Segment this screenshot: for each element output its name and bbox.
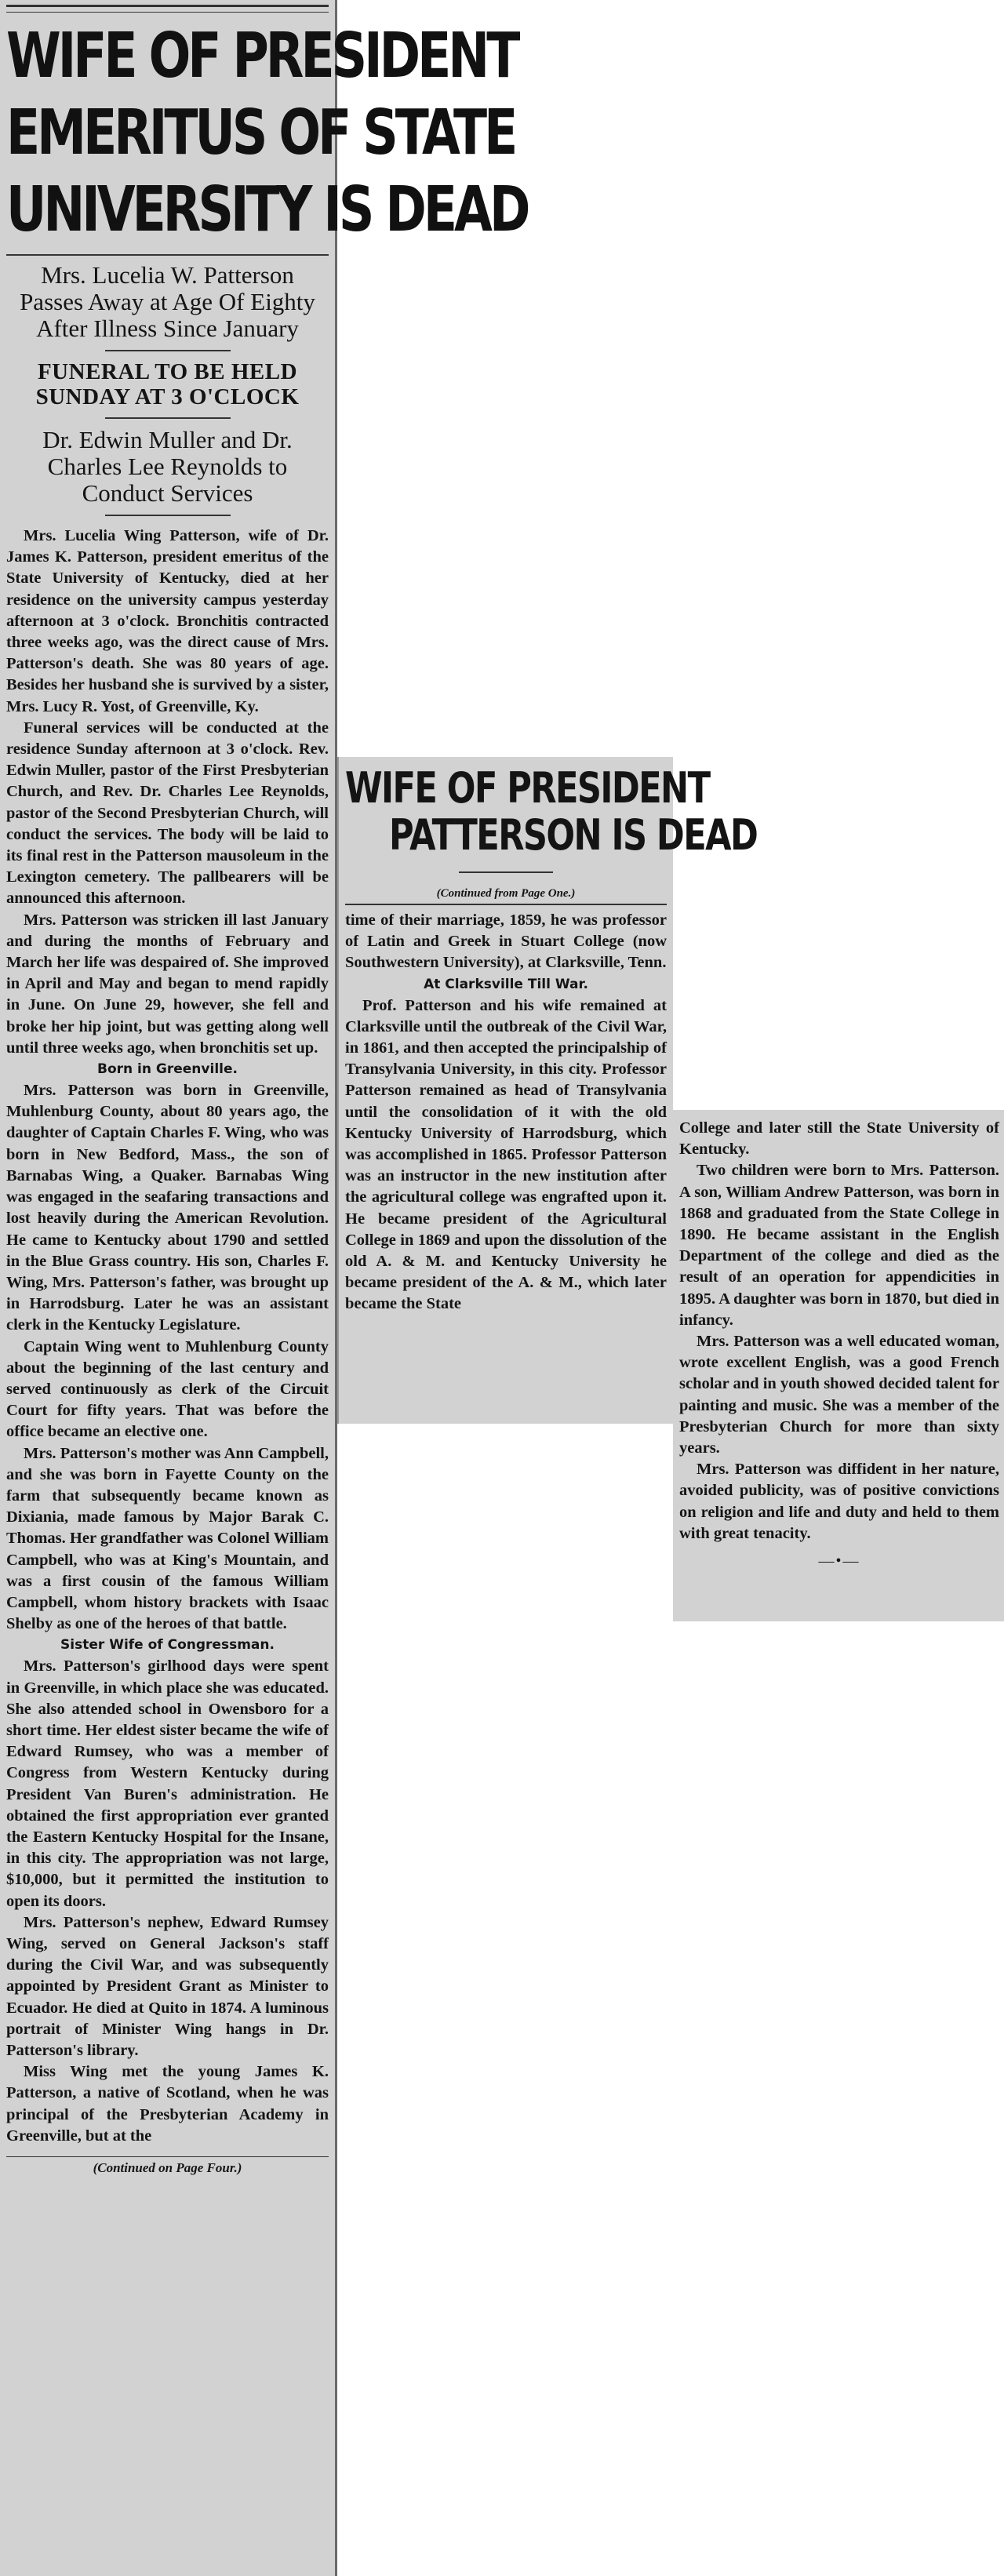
deck-subtitle: Mrs. Lucelia W. Patterson Passes Away at Age Of Eighty After Illness Since January [20,261,315,342]
paragraph: Prof. Patterson and his wife remained at Clarksville until the outbreak of the Civil War, in 1861, and then accepted the principalship of Transylvania University, in this city. Professor Patterson remained as head of Transylvania until the consolidation of it with the old Kentucky University of Harrodsburg, which was accomplished in 1865. Professor Patterson was an instructor in the new institution after the agricultural college was engrafted upon it. He became president of the Agricultural College in 1869 and upon the dissolution of the old A. & M. and Kentucky University he became president of the A. & M., which later became the State [345,996,667,1313]
paragraph: Mrs. Patterson was stricken ill last January and during the months of February and March her life was despaired of. She improved in April and May and began to mend rapidly in June. On June 29, however, she fell and broke her hip joint, but was getting along well until three weeks ago, when bronchitis set up. [6,911,329,1057]
paragraph: Mrs. Patterson was a well educated woman, wrote excellent English, was a good French scholar and in youth showed decided talent for painting and music. She was a member of the Presbyterian Church for more than sixty years. [679,1333,999,1457]
headline-line: WIFE OF PRESIDENT [6,20,518,92]
continued-note: (Continued on Page Four.) [6,2156,329,2176]
divider [105,515,231,516]
divider [105,417,231,419]
end-ornament: —•— [818,1552,860,1570]
main-headline [6,17,528,248]
headline-line: UNIVERSITY IS DEAD [6,173,528,246]
continued-from-note: (Continued from Page One.) [436,887,576,900]
paragraph: Captain Wing went to Muhlenburg County about the beginning of the last century and served continuously as clerk of the Circuit Court for fifty years. That was before the office became an elective one. [6,1337,329,1441]
continued-headline-line: WIFE OF PRESIDENT [345,763,710,813]
headline-line: EMERITUS OF STATE [6,96,515,169]
paragraph: Mrs. Lucelia Wing Patterson, wife of Dr. James K. Patterson, president emeritus of the State University of Kentucky, died at her residence on the university campus yesterday afternoon at 3 o'clock. Bronchitis contracted three weeks ago, was the direct cause of Mrs. Patterson's death. She was 80 years of age. Besides her husband she is survived by a sister, Mrs. Lucy R. Yost, of Greenville, Ky. [6,527,329,715]
divider [6,254,329,256]
paragraph: College and later still the State University of Kentucky. [679,1119,999,1159]
continued-headline-line: PATTERSON IS DEAD [389,810,758,860]
article-column-continued [337,757,758,1424]
top-rule [6,5,329,13]
paragraph: Mrs. Patterson's nephew, Edward Rumsey Wing, served on General Jackson's staff during the Civil War, and was subsequently appointed by President Grant as Minister to Ecuador. He died at Quito in 1874. A luminous portrait of Minister Wing hangs in Dr. Patterson's library. [6,1913,329,2060]
divider [345,904,667,905]
paragraph: Mrs. Patterson's mother was Ann Campbell, and she was born in Fayette County on the farm that subsequently became known as Dixiania, made famous by Major Barak C. Thomas. Her grandfather was Colonel William Campbell, who was at King's Mountain, and was a first cousin of the famous William Campbell, whom history brackets with Isaac Shelby as one of the heroes of that battle. [6,1444,329,1633]
paragraph: time of their marriage, 1859, he was professor of Latin and Greek in Stuart College (now Southwestern University), at Clarksville, Tenn. [345,911,667,972]
divider [459,871,553,873]
deck-funeral: FUNERAL TO BE HELD SUNDAY AT 3 O'CLOCK [35,359,300,409]
divider [105,350,231,351]
subheading: Born in Greenville. [97,1061,238,1078]
paragraph: Two children were born to Mrs. Patterson. A son, William Andrew Patterson, was born in 1868 and graduated from the State College in 1890. He became assistant in the English Department of the college and died as the result of an operation for appendicities in 1895. A daughter was born in 1870, but died in infancy. [679,1162,999,1329]
subheading: At Clarksville Till War. [424,976,588,992]
paragraph: Mrs. Patterson was born in Greenville, Muhlenburg County, about 80 years ago, the daughter of Captain Charles F. Wing, who was born in New Bedford, Mass., the son of Barnabas Wing, a Quaker. Barnabas Wing was engaged in the seafaring transactions and lost heavily during the American Revolution. He came to Kentucky about 1790 and settled in the Blue Grass country. His son, Charles F. Wing, Mrs. Patterson's father, was brought up in Harrodsburg. Later he was an assistant clerk in the Kentucky Legislature. [6,1082,329,1334]
subheading: Sister Wife of Congressman. [60,1637,275,1654]
paragraph: Miss Wing met the young James K. Patterson, a native of Scotland, when he was principal of the Presbyterian Academy in Greenville, but at the [6,2063,329,2145]
article-column-end [673,1110,1004,1621]
paragraph: Funeral services will be conducted at the residence Sunday afternoon at 3 o'clock. Rev. Edwin Muller, pastor of the First Presbyterian Church, and Rev. Dr. Charles Lee Reynolds, pastor of the Second Presbyterian Church, will conduct the services. The body will be laid to its final rest in the Patterson mausoleum in the Lexington cemetery. The pallbearers will be announced this afternoon. [6,719,329,908]
paragraph: Mrs. Patterson was diffident in her nature, avoided publicity, was of positive convictions on religion and life and duty and held to them with great tenacity. [679,1461,999,1542]
deck-services: Dr. Edwin Muller and Dr. Charles Lee Reynolds to Conduct Services [42,426,293,507]
paragraph: Mrs. Patterson's girlhood days were spent in Greenville, in which place she was educated. She also attended school in Owensboro for a short time. Her eldest sister became the wife of Edward Rumsey, who was a member of Congress from Western Kentucky during President Van Buren's administration. He obtained the first appropriation ever granted the Eastern Kentucky Hospital for the Insane, in this city. The appropriation was not large, $10,000, but it permitted the institution to open its doors. [6,1657,329,1910]
